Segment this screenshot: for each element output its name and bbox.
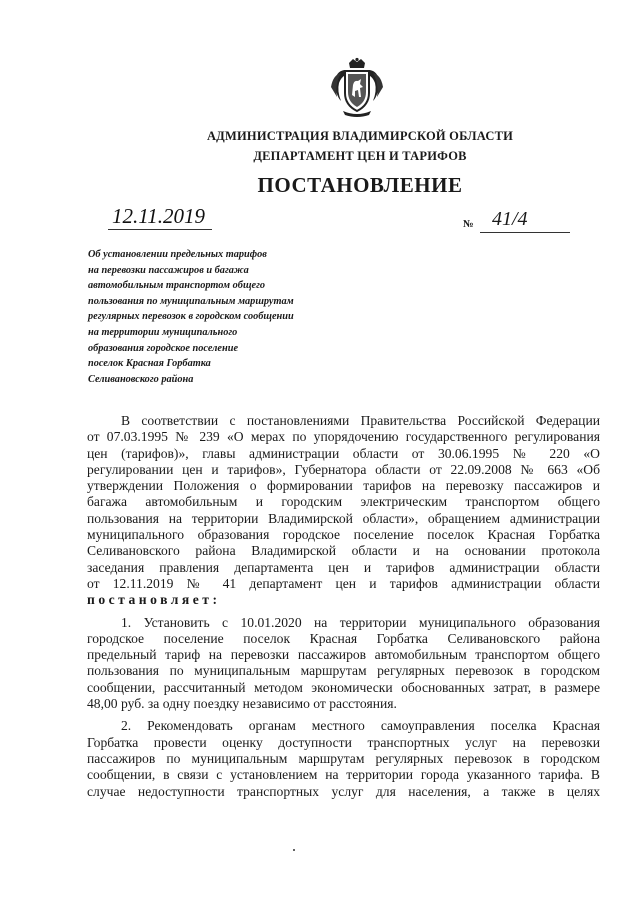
coat-of-arms-icon	[329, 57, 385, 117]
department-name: ДЕПАРТАМЕНТ ЦЕН И ТАРИФОВ	[253, 149, 467, 163]
subject-line: пользования по муниципальным маршрутам	[88, 295, 294, 307]
subject-line: Селивановского района	[88, 373, 194, 385]
subject-line: на территории муниципального	[88, 326, 238, 338]
text-line: утверждении Положения о формировании тарифов на перевозку пассажиров и	[87, 478, 600, 494]
scan-speck	[293, 849, 295, 851]
subject-line: регулярных перевозок в городском сообщении	[88, 311, 294, 323]
subject-line: образования городское поселение	[88, 342, 239, 354]
text-line: 1. Установить с 10.01.2020 на территории муниципального образования	[121, 614, 600, 630]
preamble-paragraph	[87, 413, 600, 609]
resolves-word: постановляет:	[87, 592, 221, 608]
text-line: В соответствии с постановлениями Правительства Российской Федерации	[121, 413, 600, 428]
document-number	[463, 207, 573, 233]
subject-line: на перевозки пассажиров и багажа	[88, 264, 249, 276]
clause-1-paragraph	[87, 615, 600, 713]
text-line: Горбатка провести оценку доступности транспортных услуг на перевозки	[87, 734, 600, 750]
number-sign: №	[463, 219, 474, 230]
text-line: случае недоступности транспортных услуг для населения, а также в целях	[87, 783, 600, 799]
text-line: сообщении, рассчитанный методом экономически обоснованных затрат, в размере	[87, 679, 600, 695]
text-line: предельный тариф на перевозки пассажиров автомобильным транспортом общего	[87, 647, 600, 663]
text-line: багажа автомобильным и городским электрическим транспортом общего	[87, 494, 600, 510]
text-line: Селивановского района Владимирской области и на основании протокола	[87, 543, 600, 559]
text-line: цен (тарифов)», главы администрации области от 30.06.1995 № 220 «О	[87, 445, 600, 461]
text-line: 48,00 руб. за одну поездку независимо от расстояния.	[87, 696, 397, 712]
subject-line: поселок Красная Горбатка	[88, 358, 211, 370]
clause-2-paragraph	[87, 718, 600, 799]
number-value: 41/4	[480, 207, 570, 233]
text-line: пользования по муниципальным маршрутам регулярных перевозок в городском	[87, 663, 600, 679]
text-line: пользования на территории Владимирской области», обращением администрации	[87, 510, 600, 526]
text-line: муниципального образования городское поселение поселок Красная Горбатка	[87, 527, 600, 543]
document-subject	[88, 247, 368, 387]
text-line: регулировании цен и тарифов», Губернатора области от 22.09.2008 № 663 «Об	[87, 461, 600, 477]
subject-line: автомобильным транспортом общего	[88, 280, 266, 292]
text-line: от 12.11.2019 № 41 департамент цен и тарифов администрации области	[87, 575, 600, 591]
text-line: пассажиров по муниципальным маршрутам регулярных перевозок в городском	[87, 750, 600, 766]
document-body	[87, 413, 600, 800]
subject-line: Об установлении предельных тарифов	[88, 249, 267, 260]
organization-name: АДМИНИСТРАЦИЯ ВЛАДИМИРСКОЙ ОБЛАСТИ	[206, 129, 514, 143]
text-line: городское поселение поселок Красная Горбатка Селивановского района	[87, 630, 600, 646]
document-title: ПОСТАНОВЛЕНИЕ	[257, 173, 463, 197]
text-line: заседания правления департамента цен и тарифов администрации области	[87, 559, 600, 575]
text-line: 2. Рекомендовать органам местного самоуправления поселка Красная	[121, 718, 600, 734]
text-line: от 07.03.1995 № 239 «О мерах по упорядочению государственного регулирования	[87, 429, 600, 445]
document-date: 12.11.2019	[108, 203, 212, 230]
text-line: сообщении, в связи с установлением на территории города указанного тарифа. В	[87, 767, 600, 783]
